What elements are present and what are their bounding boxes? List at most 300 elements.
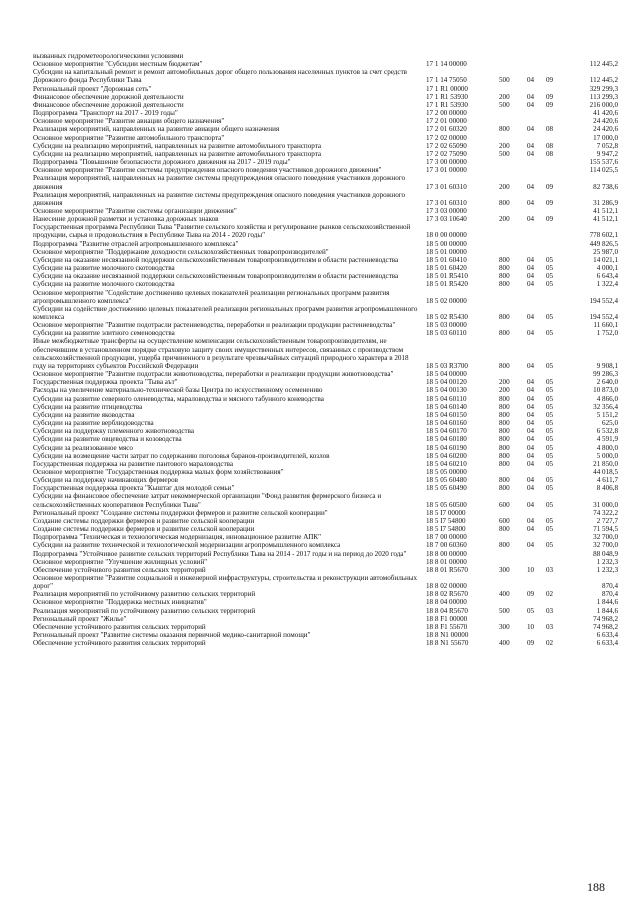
table-row: [33, 435, 618, 443]
table-row: [33, 574, 618, 590]
row-name: Региональный проект "Развитие системы оказания первичной медико-санитарной помощи": [33, 631, 311, 640]
row-amount: 4 591,9: [596, 435, 618, 444]
row-amount: 71 594,5: [593, 525, 618, 534]
row-subsection: 05: [546, 378, 554, 387]
table-row: [33, 150, 618, 158]
table-row: [33, 403, 618, 411]
row-name: Реализация мероприятий, направленных на развитие системы предупреждения опасного поведения участников дорожного движения: [33, 174, 406, 191]
row-target-code: 17 2 01 00000: [426, 117, 467, 126]
row-amount: 41 512,1: [593, 206, 618, 215]
row-target-code: 18 5 04 00000: [426, 370, 467, 379]
row-subsection: 03: [546, 622, 554, 631]
row-amount: 9 908,1: [596, 361, 618, 370]
row-expense-type: 600: [499, 500, 510, 509]
row-target-code: 18 8 01 R5670: [426, 565, 468, 574]
row-amount: 32 700,0: [593, 541, 618, 550]
row-section: 04: [527, 100, 535, 109]
row-expense-type: 800: [499, 272, 510, 281]
row-subsection: 05: [546, 280, 554, 289]
row-expense-type: 800: [499, 484, 510, 493]
table-row: [33, 378, 618, 386]
row-name: Субсидии на оказание несвязанной поддержки сельскохозяйственным товаропроизводителям в области растениеводства: [33, 272, 399, 281]
row-name: Региональный проект "Дорожная сеть": [33, 84, 152, 93]
row-section: 04: [527, 215, 535, 224]
row-expense-type: 500: [499, 100, 510, 109]
row-expense-type: 800: [499, 427, 510, 436]
row-expense-type: 200: [499, 386, 510, 395]
table-row: [33, 337, 618, 370]
row-expense-type: 800: [499, 443, 510, 452]
row-name: Иные межбюджетные трансферты на осуществление компенсации сельскохозяйственным товаропроизводителям, не обеспечившим в установленном порядке страховую защиту своих имущественных интересов, связанных с производством сельскохозяйственной продукции, ущерба причиненного в результате чрезвычайных ситуаций природного характера в 2018 году на территориях субъектов Российской Федерации: [33, 337, 409, 370]
row-amount: 24 420,6: [593, 125, 618, 134]
row-section: 04: [527, 182, 535, 191]
row-amount: 2 727,7: [596, 516, 618, 525]
row-amount: 14 021,1: [593, 255, 618, 264]
row-name: Подпрограмма "Устойчивое развитие сельских территорий Республики Тыва на 2014 - 2017 годы и на период до 2020 года": [33, 549, 407, 558]
row-expense-type: 800: [499, 476, 510, 485]
row-expense-type: 300: [499, 565, 510, 574]
row-target-code: 18 8 F1 00000: [426, 614, 468, 623]
row-name: Подпрограмма "Транспорт на 2017 - 2019 годы": [33, 109, 178, 118]
row-name: Подпрограмма "Повышение безопасности дорожного движения на 2017 - 2019 годы": [33, 158, 291, 167]
row-target-code: 18 5 01 60420: [426, 264, 467, 273]
row-target-code: 18 8 N1 55670: [426, 639, 469, 648]
row-target-code: 17 1 R1 53930: [426, 92, 468, 101]
row-section: 04: [527, 500, 535, 509]
row-name: Субсидии на возмещение части затрат по содержанию поголовья баранов-производителей, козлов: [33, 451, 330, 460]
row-section: 10: [527, 565, 535, 574]
row-target-code: 18 7 00 00000: [426, 533, 467, 542]
row-target-code: 18 5 03 00000: [426, 321, 467, 330]
row-target-code: 18 5 01 00000: [426, 247, 467, 256]
row-name: Субсидии на развитие северного оленеводства, мараловодства и мясного табунного коневодства: [33, 394, 324, 403]
row-target-code: 17 1 R1 53930: [426, 100, 468, 109]
table-row: [33, 207, 618, 215]
row-amount: 2 640,0: [596, 378, 618, 387]
row-amount: 5 151,2: [596, 410, 618, 419]
table-row: [33, 248, 618, 256]
table-row: [33, 607, 618, 615]
row-target-code: 18 5 01 R5420: [426, 280, 468, 289]
row-amount: 6 643,4: [596, 272, 618, 281]
row-expense-type: 800: [499, 459, 510, 468]
table-row: [33, 272, 618, 280]
row-subsection: 05: [546, 484, 554, 493]
table-row: [33, 550, 618, 558]
row-expense-type: 200: [499, 378, 510, 387]
row-expense-type: 800: [499, 125, 510, 134]
row-subsection: 08: [546, 125, 554, 134]
row-amount: 41 420,6: [593, 109, 618, 118]
row-subsection: 05: [546, 264, 554, 273]
row-target-code: 18 5 04 60170: [426, 427, 467, 436]
row-target-code: 17 1 R1 00000: [426, 84, 468, 93]
row-target-code: 18 5 00 00000: [426, 239, 467, 248]
row-name: Субсидии на развитие птицеводства: [33, 402, 143, 411]
table-row: [33, 444, 618, 452]
row-name: Субсидии на развитие молочного скотоводства: [33, 264, 175, 273]
row-target-code: 18 5 04 60210: [426, 459, 467, 468]
row-amount: 4 866,0: [596, 394, 618, 403]
row-target-code: 18 5 04 60180: [426, 435, 467, 444]
row-amount: 9 947,2: [596, 149, 618, 158]
row-section: 04: [527, 402, 535, 411]
row-amount: 10 873,0: [593, 386, 618, 395]
row-amount: 1 844,6: [596, 606, 618, 615]
row-amount: 1 232,3: [596, 557, 618, 566]
table-row: [33, 321, 618, 329]
table-row: [33, 533, 618, 541]
row-target-code: 18 5 03 60110: [426, 329, 467, 338]
row-subsection: 08: [546, 141, 554, 150]
row-subsection: 09: [546, 198, 554, 207]
row-target-code: 18 8 N1 00000: [426, 631, 469, 640]
row-subsection: 05: [546, 329, 554, 338]
row-target-code: 18 5 05 60500: [426, 500, 467, 509]
row-amount: 17 000,0: [593, 133, 618, 142]
row-name: Субсидии на развитие яководства: [33, 410, 135, 419]
table-row: [33, 370, 618, 378]
row-amount: 5 000,0: [596, 451, 618, 460]
row-name: Субсидии на финансовое обеспечение затрат некоммерческой организации "Фонд развития фермерского бизнеса и сельскохозяйственных кооперативов Республики Тыва": [33, 492, 382, 509]
row-section: 04: [527, 272, 535, 281]
row-subsection: 05: [546, 427, 554, 436]
row-section: 04: [527, 476, 535, 485]
row-section: 04: [527, 541, 535, 550]
row-name: Основное мероприятие "Развитие социальной и инженерной инфраструктуры, строительства и реконструкции автомобильных дорог": [33, 574, 418, 591]
row-amount: 1 232,3: [596, 565, 618, 574]
table-row: [33, 386, 618, 394]
row-name: Расходы на увеличение материально-технической базы Центра по искусственному осеменению: [33, 386, 323, 395]
row-subsection: 05: [546, 476, 554, 485]
row-section: 04: [527, 484, 535, 493]
table-row: [33, 492, 618, 508]
table-row: [33, 93, 618, 101]
row-name: Субсидии на реализацию мероприятий, направленных на развитие автомобильного транспорта: [33, 149, 322, 158]
row-expense-type: 200: [499, 182, 510, 191]
row-subsection: 05: [546, 313, 554, 321]
row-section: 04: [527, 443, 535, 452]
row-section: 04: [527, 525, 535, 534]
row-expense-type: 800: [499, 419, 510, 428]
row-name: Финансовое обеспечение дорожной деятельности: [33, 100, 184, 109]
row-section: 04: [527, 125, 535, 134]
row-name: Государственная поддержка на развитие пантового мараловодства: [33, 459, 234, 468]
row-name: Основное мероприятие "Развитие авиации общего назначения": [33, 117, 225, 126]
row-target-code: 17 3 00 00000: [426, 158, 467, 167]
row-amount: 31 286,9: [593, 198, 618, 207]
row-expense-type: 800: [499, 329, 510, 338]
row-expense-type: 600: [499, 516, 510, 525]
row-target-code: 17 1 14 00000: [426, 60, 467, 69]
row-expense-type: 800: [499, 255, 510, 264]
row-name: Нанесение дорожной разметки и установка дорожных знаков: [33, 215, 219, 224]
row-subsection: 05: [546, 410, 554, 419]
row-target-code: 18 5 05 60490: [426, 484, 467, 493]
table-row: [33, 174, 618, 190]
row-name: Создание системы поддержки фермеров и развитие сельской кооперации: [33, 516, 255, 525]
row-expense-type: 500: [499, 149, 510, 158]
row-amount: 24 420,6: [593, 117, 618, 126]
row-target-code: 18 5 02 R5430: [426, 313, 468, 321]
row-name: Основное мероприятие "Развитие подотрасли растениеводства, переработки и реализации продукции растениеводства": [33, 321, 396, 330]
row-target-code: 18 5 02 00000: [426, 296, 467, 305]
row-name: Обеспечение устойчивого развития сельских территорий: [33, 565, 206, 574]
row-section: 04: [527, 378, 535, 387]
row-name: Реализация мероприятий по устойчивому развитию сельских территорий: [33, 606, 256, 615]
row-name: Субсидии на развитие верблюдоводства: [33, 419, 154, 428]
row-expense-type: 800: [499, 402, 510, 411]
table-row: [33, 558, 618, 566]
row-expense-type: 800: [499, 435, 510, 444]
row-name: Основное мероприятие "Субсидии местным бюджетам": [33, 60, 203, 69]
row-amount: 870,4: [602, 582, 618, 591]
row-name: Субсидии на содействие достижению целевых показателей реализации региональных программ развития агропромышленного комплекса: [33, 304, 418, 321]
table-row: [33, 517, 618, 525]
table-row: [33, 125, 618, 133]
row-target-code: 18 5 04 00120: [426, 378, 467, 387]
table-row: [33, 134, 618, 142]
table-row: [33, 460, 618, 468]
table-row: [33, 329, 618, 337]
row-target-code: 17 3 03 00000: [426, 206, 467, 215]
row-name: Государственная поддержка проекта "Кыштаг для молодой семьи": [33, 484, 235, 493]
row-section: 04: [527, 76, 535, 85]
table-row: [33, 484, 618, 492]
row-amount: 6 633,4: [596, 631, 618, 640]
row-amount: 112 445,2: [589, 76, 618, 85]
row-name: Основное мероприятие "Улучшение жилищных условий": [33, 557, 208, 566]
row-target-code: 18 7 00 60360: [426, 541, 467, 550]
row-subsection: 03: [546, 606, 554, 615]
row-section: 04: [527, 427, 535, 436]
row-target-code: 18 8 01 00000: [426, 557, 467, 566]
page-number: 188: [587, 880, 605, 894]
row-section: 04: [527, 419, 535, 428]
table-row: [33, 590, 618, 598]
row-amount: 11 660,1: [593, 321, 618, 330]
row-subsection: 02: [546, 590, 554, 599]
row-section: 04: [527, 459, 535, 468]
row-amount: 870,4: [602, 590, 618, 599]
row-target-code: 17 3 03 10640: [426, 215, 467, 224]
row-amount: 4 000,1: [596, 264, 618, 273]
row-amount: 449 826,5: [589, 239, 618, 248]
table-row: [33, 598, 618, 606]
row-section: 04: [527, 141, 535, 150]
row-subsection: 05: [546, 525, 554, 534]
row-target-code: 18 5 04 60160: [426, 419, 467, 428]
row-subsection: 05: [546, 451, 554, 460]
row-amount: 7 052,8: [596, 141, 618, 150]
row-target-code: 18 5 01 R5410: [426, 272, 468, 281]
row-name: Обеспечение устойчивого развития сельских территорий: [33, 639, 206, 648]
table-row: [33, 452, 618, 460]
row-expense-type: 400: [499, 590, 510, 599]
row-expense-type: 200: [499, 141, 510, 150]
row-subsection: 09: [546, 92, 554, 101]
row-subsection: 05: [546, 361, 554, 370]
table-row: [33, 60, 618, 68]
row-subsection: 05: [546, 435, 554, 444]
table-row: [33, 142, 618, 150]
row-target-code: 17 2 02 65090: [426, 141, 467, 150]
row-section: 09: [527, 639, 535, 648]
row-name: Основное мероприятие "Государственная поддержка малых форм хозяйствования": [33, 467, 284, 476]
row-amount: 82 738,6: [593, 182, 618, 191]
row-amount: 4 611,7: [596, 476, 618, 485]
row-expense-type: 800: [499, 198, 510, 207]
row-amount: 32 356,4: [593, 402, 618, 411]
row-name: Финансовое обеспечение дорожной деятельности: [33, 92, 184, 101]
row-target-code: 17 3 01 60310: [426, 198, 467, 207]
row-section: 04: [527, 451, 535, 460]
row-target-code: 18 8 04 00000: [426, 598, 467, 607]
row-target-code: 18 5 I7 54800: [426, 525, 466, 534]
row-subsection: 05: [546, 255, 554, 264]
row-section: 04: [527, 329, 535, 338]
row-target-code: 17 3 01 60310: [426, 182, 467, 191]
table-row: [33, 85, 618, 93]
row-target-code: 18 8 04 R5670: [426, 606, 468, 615]
table-row: [33, 411, 618, 419]
row-section: 04: [527, 280, 535, 289]
row-amount: 194 552,4: [589, 313, 618, 321]
table-row: [33, 52, 618, 60]
row-subsection: 05: [546, 443, 554, 452]
table-row: [33, 509, 618, 517]
row-name: Основное мероприятие "Содействие достижению целевых показателей реализации региональных программ развития агропромышленного комплекса": [33, 288, 390, 305]
row-name: Основное мероприятие "Развитие автомобильного транспорта": [33, 133, 225, 142]
row-target-code: 17 1 14 75050: [426, 76, 467, 85]
row-name: вызванных гидрометеорологическими условиями: [33, 52, 184, 60]
row-amount: 1 752,0: [596, 329, 618, 338]
row-amount: 21 850,0: [593, 459, 618, 468]
row-target-code: 17 2 02 75090: [426, 149, 467, 158]
table-row: [33, 476, 618, 484]
row-section: 04: [527, 516, 535, 525]
table-row: [33, 631, 618, 639]
table-row: [33, 468, 618, 476]
row-section: 05: [527, 606, 535, 615]
row-section: 04: [527, 149, 535, 158]
row-expense-type: 800: [499, 361, 510, 370]
table-row: [33, 215, 618, 223]
row-name: Обеспечение устойчивого развития сельских территорий: [33, 622, 206, 631]
row-target-code: 17 2 02 00000: [426, 133, 467, 142]
row-target-code: 17 2 01 60320: [426, 125, 467, 134]
row-subsection: 09: [546, 100, 554, 109]
table-row: [33, 191, 618, 207]
row-name: Субсидии на развитие овцеводства и козоводства: [33, 435, 182, 444]
table-row: [33, 109, 618, 117]
row-amount: 41 512,1: [593, 215, 618, 224]
row-name: Государственная поддержка проекта "Тыва аът": [33, 378, 178, 387]
table-row: [33, 68, 618, 84]
table-row: [33, 623, 618, 631]
row-name: Реализация мероприятий, направленных на развитие системы предупреждения опасного поведения участников дорожного движения: [33, 190, 406, 207]
row-section: 04: [527, 394, 535, 403]
row-target-code: 18 8 00 00000: [426, 549, 467, 558]
row-target-code: 18 8 02 00000: [426, 582, 467, 591]
row-section: 04: [527, 361, 535, 370]
row-amount: 194 552,4: [589, 296, 618, 305]
table-row: [33, 158, 618, 166]
row-amount: 113 299,3: [589, 92, 618, 101]
row-target-code: 18 5 04 60200: [426, 451, 467, 460]
row-section: 04: [527, 313, 535, 321]
row-name: Субсидии на развитие технической и технологической модернизации агропромышленного комплекса: [33, 541, 341, 550]
table-row: [33, 639, 618, 647]
row-name: Субсидии на поддержку племенного животноводства: [33, 427, 194, 436]
table-row: [33, 256, 618, 264]
table-row: [33, 223, 618, 239]
table-row: [33, 525, 618, 533]
row-target-code: 18 0 00 00000: [426, 231, 467, 240]
row-amount: 112 445,2: [589, 60, 618, 69]
row-subsection: 05: [546, 541, 554, 550]
row-name: Субсидии за реализованное мясо: [33, 443, 133, 452]
row-target-code: 18 5 01 60410: [426, 255, 467, 264]
row-expense-type: 800: [499, 313, 510, 321]
row-target-code: 18 5 04 60140: [426, 402, 467, 411]
row-name: Основное мероприятие "Поддержка местных инициатив": [33, 598, 207, 607]
row-name: Создание системы поддержки фермеров и развитие сельской кооперации: [33, 525, 255, 534]
row-subsection: 05: [546, 500, 554, 509]
row-expense-type: 200: [499, 215, 510, 224]
table-row: [33, 395, 618, 403]
row-expense-type: 800: [499, 525, 510, 534]
table-row: [33, 419, 618, 427]
row-subsection: 05: [546, 272, 554, 281]
row-name: Основное мероприятие "Развитие подотрасли животноводства, переработки и реализации продукции животноводства": [33, 370, 394, 379]
row-section: 10: [527, 622, 535, 631]
row-name: Субсидии на реализацию мероприятий, направленных на развитие автомобильного транспорта: [33, 141, 322, 150]
row-expense-type: 800: [499, 394, 510, 403]
row-name: Основное мероприятие "Развитие системы организации движения": [33, 206, 237, 215]
table-row: [33, 289, 618, 305]
row-name: Основное мероприятие "Поддержание доходности сельскохозяйственных товаропроизводителей": [33, 247, 329, 256]
row-section: 04: [527, 386, 535, 395]
row-section: 04: [527, 255, 535, 264]
row-amount: 4 800,0: [596, 443, 618, 452]
row-amount: 88 048,9: [593, 549, 618, 558]
row-expense-type: 200: [499, 92, 510, 101]
row-expense-type: 300: [499, 622, 510, 631]
row-target-code: 18 5 03 R3700: [426, 361, 468, 370]
row-amount: 216 000,0: [589, 100, 618, 109]
row-subsection: 05: [546, 402, 554, 411]
row-amount: 1 322,4: [596, 280, 618, 289]
row-name: Основное мероприятие "Развитие системы предупреждения опасного поведения участников дорожного движения": [33, 166, 382, 175]
row-target-code: 18 8 02 R5670: [426, 590, 468, 599]
row-expense-type: 400: [499, 639, 510, 648]
row-target-code: 18 5 04 60190: [426, 443, 467, 452]
table-row: [33, 566, 618, 574]
row-name: Подпрограмма "Техническая и технологическая модернизация, инновационное развитие АПК": [33, 533, 322, 542]
row-expense-type: 800: [499, 280, 510, 289]
row-name: Реализация мероприятий по устойчивому развитию сельских территорий: [33, 590, 256, 599]
row-amount: 329 299,3: [589, 84, 618, 93]
row-name: Региональный проект "Жилье": [33, 614, 127, 623]
row-name: Субсидии на развитие элитного семеноводства: [33, 329, 175, 338]
table-row: [33, 615, 618, 623]
row-target-code: 18 5 04 60110: [426, 394, 467, 403]
row-expense-type: 500: [499, 606, 510, 615]
row-section: 04: [527, 435, 535, 444]
row-section: 04: [527, 410, 535, 419]
row-subsection: 03: [546, 565, 554, 574]
